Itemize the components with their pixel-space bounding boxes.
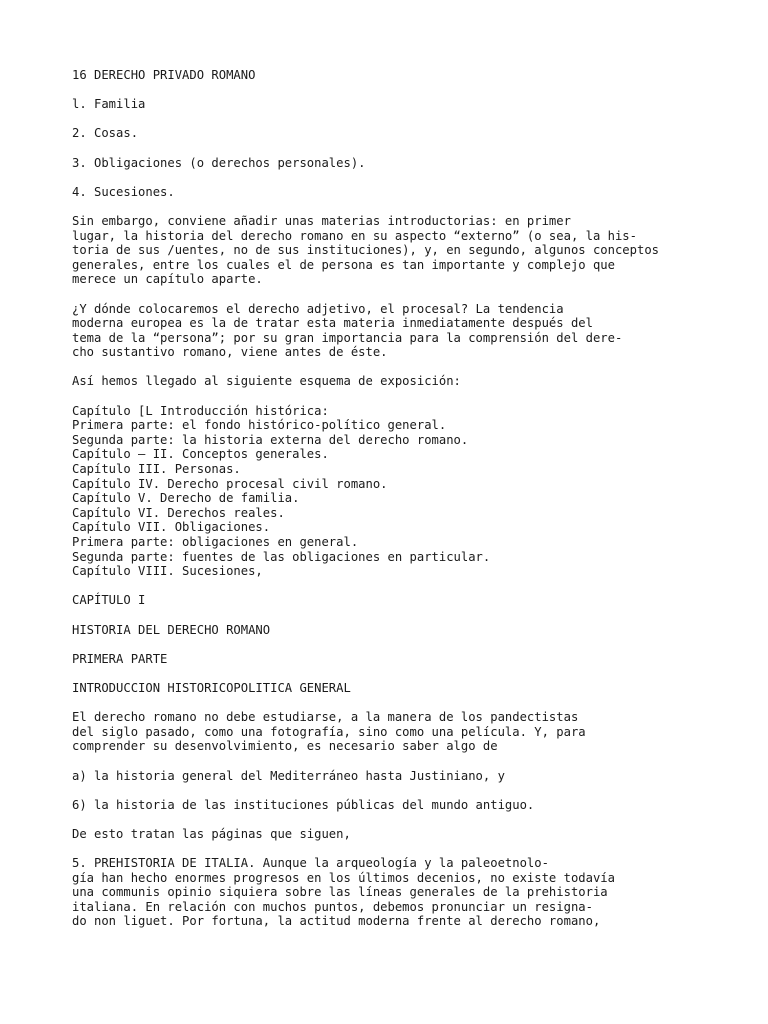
text-line: toria de sus /uentes, no de sus instituciones), y, en segundo, algunos conceptos bbox=[72, 243, 659, 258]
text-line: Segunda parte: la historia externa del derecho romano. bbox=[72, 432, 469, 447]
text-line: ¿Y dónde colocaremos el derecho adjetivo, el procesal? La tendencia bbox=[72, 301, 564, 316]
paragraph bbox=[72, 623, 752, 638]
text-line: italiana. En relación con muchos puntos, debemos pronunciar un resigna- bbox=[72, 899, 593, 914]
text-line: 4. Sucesiones. bbox=[72, 184, 175, 199]
text-line: 3. Obligaciones (o derechos personales). bbox=[72, 155, 366, 170]
text-line: Capítulo VIII. Sucesiones, bbox=[72, 564, 263, 579]
text-line: del siglo pasado, como una fotografía, sino como una película. Y, para bbox=[72, 724, 586, 739]
text-line: Así hemos llegado al siguiente esquema de exposición: bbox=[72, 374, 461, 389]
paragraph bbox=[72, 593, 752, 608]
paragraph bbox=[72, 404, 752, 579]
text-line: l. Familia bbox=[72, 97, 146, 112]
paragraph bbox=[72, 856, 752, 929]
paragraph bbox=[72, 97, 752, 112]
document-body bbox=[72, 97, 752, 929]
text-line: Capítulo [L Introducción histórica: bbox=[72, 403, 329, 418]
text-line: generales, entre los cuales el de persona es tan importante y complejo que bbox=[72, 257, 615, 272]
text-line: CAPÍTULO I bbox=[72, 593, 146, 608]
text-line: merece un capítulo aparte. bbox=[72, 272, 263, 287]
text-line: HISTORIA DEL DERECHO ROMANO bbox=[72, 622, 271, 637]
paragraph bbox=[72, 769, 752, 784]
text-line: una communis opinio siquiera sobre las líneas generales de la prehistoria bbox=[72, 885, 608, 900]
running-header: 16 DERECHO PRIVADO ROMANO bbox=[72, 68, 256, 82]
text-line: gía han hecho enormes progresos en los últimos decenios, no existe todavía bbox=[72, 870, 615, 885]
text-line: Primera parte: el fondo histórico-político general. bbox=[72, 418, 447, 433]
text-line: INTRODUCCION HISTORICOPOLITICA GENERAL bbox=[72, 680, 351, 695]
text-line: Capítulo — II. Conceptos generales. bbox=[72, 447, 329, 462]
paragraph bbox=[72, 652, 752, 667]
paragraph bbox=[72, 710, 752, 754]
text-line: 2. Cosas. bbox=[72, 126, 139, 141]
text-line: Capítulo VI. Derechos reales. bbox=[72, 505, 285, 520]
paragraph bbox=[72, 827, 752, 842]
text-line: El derecho romano no debe estudiarse, a la manera de los pandectistas bbox=[72, 710, 579, 725]
paragraph bbox=[72, 185, 752, 200]
text-line: 5. PREHISTORIA DE ITALIA. Aunque la arqueología y la paleoetnolo- bbox=[72, 856, 549, 871]
text-line: Primera parte: obligaciones en general. bbox=[72, 535, 359, 549]
paragraph bbox=[72, 214, 752, 287]
text-line: Capítulo VII. Obligaciones. bbox=[72, 520, 271, 535]
text-line: Capítulo IV. Derecho procesal civil romano. bbox=[72, 476, 388, 491]
text-line: do non liguet. Por fortuna, la actitud moderna frente al derecho romano, bbox=[72, 914, 601, 929]
paragraph bbox=[72, 126, 752, 141]
text-line: 6) la historia de las instituciones públicas del mundo antiguo. bbox=[72, 797, 535, 812]
text-line: a) la historia general del Mediterráneo hasta Justiniano, y bbox=[72, 768, 505, 783]
text-line: cho sustantivo romano, viene antes de éste. bbox=[72, 345, 388, 360]
text-line: PRIMERA PARTE bbox=[72, 651, 168, 666]
paragraph bbox=[72, 156, 752, 171]
text-line: comprender su desenvolvimiento, es necesario saber algo de bbox=[72, 739, 498, 754]
text-line: Sin embargo, conviene añadir unas materias introductorias: en primer bbox=[72, 213, 571, 228]
paragraph bbox=[72, 798, 752, 813]
text-line: De esto tratan las páginas que siguen, bbox=[72, 826, 351, 841]
text-line: lugar, la historia del derecho romano en su aspecto “externo” (o sea, la his- bbox=[72, 228, 637, 243]
text-line: Capítulo V. Derecho de familia. bbox=[72, 491, 300, 506]
paragraph bbox=[72, 681, 752, 696]
text-line: moderna europea es la de tratar esta materia inmediatamente después del bbox=[72, 316, 593, 331]
document-page bbox=[72, 68, 752, 944]
paragraph bbox=[72, 374, 752, 389]
text-line: Segunda parte: fuentes de las obligaciones en particular. bbox=[72, 549, 491, 564]
text-line: tema de la “persona”; por su gran importancia para la comprensión del dere- bbox=[72, 330, 623, 345]
text-line: Capítulo III. Personas. bbox=[72, 462, 241, 477]
paragraph bbox=[72, 302, 752, 360]
